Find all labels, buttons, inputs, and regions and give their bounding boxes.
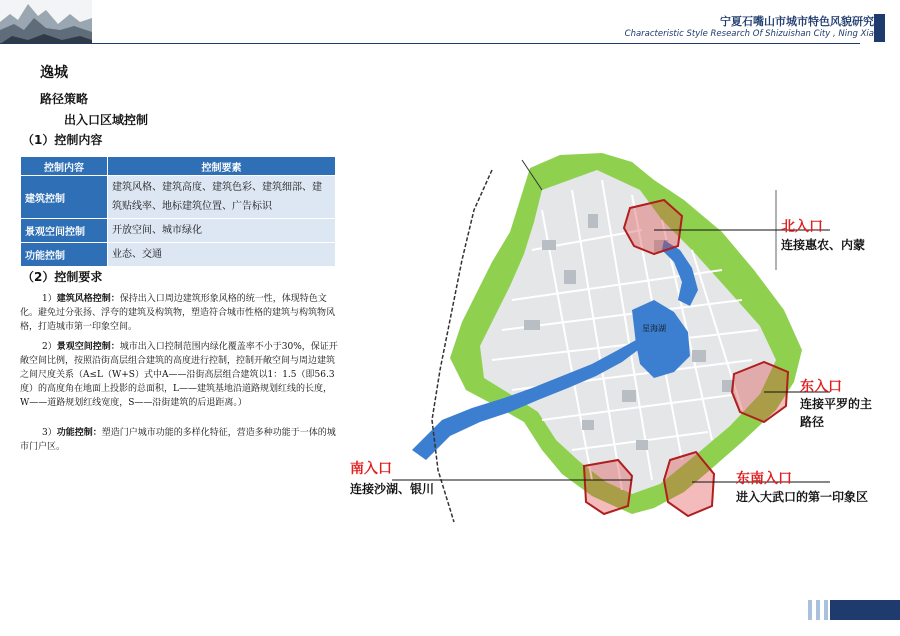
mountain-logo-icon (0, 0, 92, 44)
header-divider (0, 43, 860, 44)
table-row-key: 功能控制 (21, 243, 108, 267)
southeast-entrance-title: 东南入口 (736, 471, 792, 487)
paragraph-architecture-style (20, 292, 338, 334)
east-entrance-desc: 连接平罗的主 (800, 397, 873, 411)
table-row (21, 176, 336, 219)
table-row-key: 景观空间控制 (21, 219, 108, 243)
paragraph-text: 城市出入口控制范围内绿化覆盖率不小于30%，保证开敞空间比例，按照沿街高层组合建筑的高度进行控制，控制开敞空间与周边建筑之间尺度关系（A≤L（W+S）式中A——沿街高层组合建筑以1：1.5（即56.3度）的高度角在地面上投影的总面积，L——建筑基地沿道路规划红线的长度，W——道路规划红线宽度，S——沿街建筑的后退距离。） (20, 342, 338, 408)
paragraph-lead: 2） (42, 342, 57, 352)
table-row (21, 243, 336, 267)
south-entrance-desc: 连接沙湖、银川 (350, 482, 435, 496)
table-header-cell: 控制内容 (21, 157, 108, 176)
header-subtitle: Characteristic Style Research Of Shizuishan City , Ning Xia (624, 29, 874, 39)
header-accent-bar (874, 14, 885, 42)
paragraph-lead: 1） (42, 294, 57, 304)
table-row-value: 业态、交通 (108, 243, 336, 267)
table-row (21, 219, 336, 243)
control-requirements-heading: （2）控制要求 (22, 270, 103, 284)
table-row-key: 建筑控制 (21, 176, 108, 219)
southeast-entrance-desc: 进入大武口的第一印象区 (736, 490, 869, 504)
paragraph-title: 功能控制： (56, 428, 102, 438)
paragraph-title: 建筑风格控制： (56, 294, 120, 304)
lake-label: 星海湖 (642, 324, 666, 333)
south-entrance-title: 南入口 (350, 461, 392, 477)
paragraph-lead: 3） (42, 428, 57, 438)
paragraph-title: 景观空间控制： (56, 342, 120, 352)
south-entrance-marker (584, 460, 632, 514)
strategy-heading: 路径策略 (40, 92, 89, 106)
north-entrance-desc: 连接惠农、内蒙 (781, 238, 866, 252)
table-row-value: 建筑风格、建筑高度、建筑色彩、建筑细部、建筑贴线率、地标建筑位置、广告标识 (108, 176, 336, 219)
paragraph-function-control (20, 426, 338, 454)
east-entrance-desc-line2: 路径 (800, 415, 825, 429)
control-content-heading: （1）控制内容 (22, 133, 103, 147)
paragraph-text: 塑造门户城市功能的多样化特征，营造多种功能于一体的城市门户区。 (20, 428, 336, 452)
north-entrance-title: 北入口 (781, 219, 823, 235)
table-row-value: 开放空间、城市绿化 (108, 219, 336, 243)
table-header-cell: 控制要素 (108, 157, 336, 176)
section-title: 逸城 (40, 65, 68, 81)
paragraph-text: 保持出入口周边建筑形象风格的统一性，体现特色文化。避免过分张扬、浮夸的建筑及构筑物，塑造符合城市性格的建筑与构筑物风格，打造城市第一印象空间。 (20, 294, 336, 332)
paragraph-landscape-space (20, 340, 338, 410)
topic-heading: 出入口区域控制 (64, 113, 149, 127)
table-header-row (21, 157, 336, 176)
footer-accent-block (830, 600, 900, 620)
header-title: 宁夏石嘴山市城市特色风貌研究 (720, 15, 874, 28)
east-entrance-title: 东入口 (800, 379, 842, 395)
control-table (20, 156, 336, 267)
